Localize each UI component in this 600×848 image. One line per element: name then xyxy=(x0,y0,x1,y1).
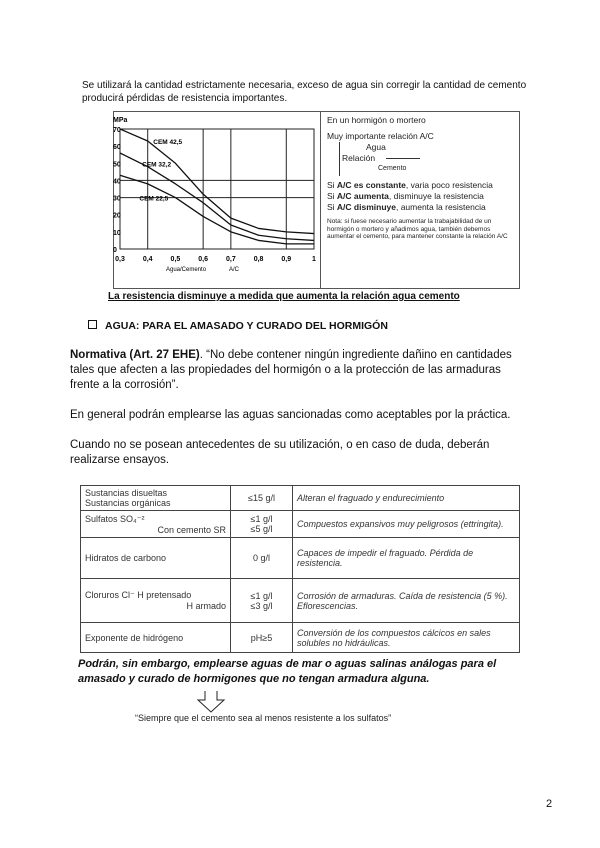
page-number: 2 xyxy=(546,798,553,810)
substance: Cloruros Cl⁻ H pretensado xyxy=(85,590,192,600)
figure-caption: La resistencia disminuye a medida que aumenta la relación agua cemento xyxy=(108,291,460,302)
paragraph: En general podrán emplearse las aguas sancionadas como aceptables por la práctica. xyxy=(70,409,511,421)
table-row xyxy=(81,511,520,538)
x-tick-label: 0,9 xyxy=(281,256,292,263)
effect-cell: Conversión de los compuestos cálcicos en sales solubles no hidráulicas. xyxy=(293,623,520,653)
table-row xyxy=(81,486,520,511)
rule-decrease: Si A/C disminuye, aumenta la resistencia xyxy=(327,202,486,212)
substance-cell xyxy=(81,579,231,623)
fraction-bar xyxy=(386,158,420,159)
ratio-diagram xyxy=(339,142,517,176)
x-tick-label: 0,6 xyxy=(198,256,209,263)
series-line xyxy=(120,129,314,234)
x-tick-label: 0,7 xyxy=(225,256,236,263)
series-line xyxy=(120,175,314,244)
substance-cell xyxy=(81,511,231,538)
x-tick-label: 1 xyxy=(312,256,316,263)
effect-cell: Alteran el fraguado y endurecimiento xyxy=(293,486,520,511)
substance-cell xyxy=(81,486,231,511)
plot-frame xyxy=(120,129,314,249)
effect-cell: Corrosión de armaduras. Caída de resistencia (5 %). Eflorescencias. xyxy=(293,579,520,623)
ratio-denominator: Cemento xyxy=(378,165,407,172)
water-limits-table xyxy=(80,485,520,653)
x-tick-label: 0,5 xyxy=(170,256,181,263)
series-label: CEM 22,5 xyxy=(139,195,169,203)
substance: Sustancias disueltas xyxy=(85,488,168,498)
x-axis-label: Agua/Cemento xyxy=(166,267,207,273)
limit-cell: 0 g/l xyxy=(231,538,293,579)
y-tick-label: 70 xyxy=(113,127,121,134)
y-tick-label: 0 xyxy=(113,247,117,254)
figure-divider xyxy=(320,112,321,288)
substance: Exponente de hidrógeno xyxy=(85,632,184,643)
limit-cell: pH≥5 xyxy=(231,623,293,653)
ratio-numerator: Agua xyxy=(366,142,386,152)
effect-cell: Capaces de impedir el fraguado. Pérdida de resistencia. xyxy=(293,538,520,579)
table-row xyxy=(81,623,520,653)
checkbox-bullet-icon xyxy=(88,320,97,329)
limit-cell: ≤15 g/l xyxy=(231,486,293,511)
effect-cell: Compuestos expansivos muy peligrosos (ettringita). xyxy=(293,511,520,538)
intro-paragraph: Se utilizará la cantidad estrictamente necesaria, exceso de agua sin corregir la cantidad de cemento producirá pérdidas de resistencia importantes. xyxy=(82,80,527,104)
x-axis-label-short: A/C xyxy=(229,267,240,273)
side-line: En un hormigón o mortero xyxy=(327,115,426,125)
x-tick-label: 0,3 xyxy=(115,256,125,263)
sulfate-quote: “Siempre que el cemento sea al menos resistente a los sulfatos” xyxy=(135,713,392,723)
limit-cell: ≤1 g/l ≤5 g/l xyxy=(231,511,293,538)
substance-cell xyxy=(81,538,231,579)
resistance-chart xyxy=(114,112,320,288)
y-tick-label: 60 xyxy=(113,144,121,152)
x-tick-label: 0,8 xyxy=(253,256,264,263)
side-line: Muy importante relación A/C xyxy=(327,131,434,141)
series-label: CEM 42,5 xyxy=(153,139,183,146)
ratio-label: Relación xyxy=(342,153,376,163)
y-axis-label: MPa xyxy=(113,117,128,124)
substance-sub: Con cemento SR xyxy=(157,524,226,535)
table-row xyxy=(81,538,520,579)
y-tick-label: 40 xyxy=(113,178,121,186)
section-heading: AGUA: PARA EL AMASADO Y CURADO DEL HORMIGÓN xyxy=(88,320,388,332)
table-row xyxy=(81,579,520,623)
figure-explanation xyxy=(327,115,517,242)
y-tick-label: 30 xyxy=(113,195,121,203)
side-note: Nota: si fuese necesario aumentar la trabajabilidad de un hormigón o mortero y añadimos agua, también debemos aumentar el cemento, para mantener constante la relación A/C xyxy=(327,218,508,240)
rule-constant: Si A/C es constante, varia poco resistencia xyxy=(327,180,493,190)
y-tick-label: 20 xyxy=(113,212,121,220)
substance: Hidratos de carbono xyxy=(85,553,167,563)
y-tick-label: 10 xyxy=(113,229,121,237)
substance-sub: Sustancias orgánicas xyxy=(85,498,171,508)
figure-box xyxy=(113,111,520,289)
substance-cell xyxy=(81,623,231,653)
down-arrow-icon xyxy=(196,690,226,714)
paragraph: Cuando no se posean antecedentes de su utilización, o en caso de duda, deberán realizarse ensayos. xyxy=(70,439,490,466)
seawater-note: Podrán, sin embargo, emplearse aguas de mar o aguas salinas análogas para el amasado y curado de hormigones que no tengan armadura alguna. xyxy=(78,658,497,685)
limit-cell: ≤1 g/l ≤3 g/l xyxy=(231,579,293,623)
x-tick-label: 0,4 xyxy=(142,256,153,263)
substance: Sulfatos SO₄⁻² xyxy=(85,513,145,524)
series-label: CEM 32,2 xyxy=(142,161,172,169)
substance-sub: H armado xyxy=(186,601,226,611)
normativa-paragraph: Normativa (Art. 27 EHE). “No debe contener ningún ingrediente dañino en cantidades tales que afecten a las propiedades del hormigón o a la protección de las armaduras frente a la corrosión”. xyxy=(70,349,512,391)
rule-increase: Si A/C aumenta, disminuye la resistencia xyxy=(327,191,484,201)
y-tick-label: 50 xyxy=(113,161,121,169)
